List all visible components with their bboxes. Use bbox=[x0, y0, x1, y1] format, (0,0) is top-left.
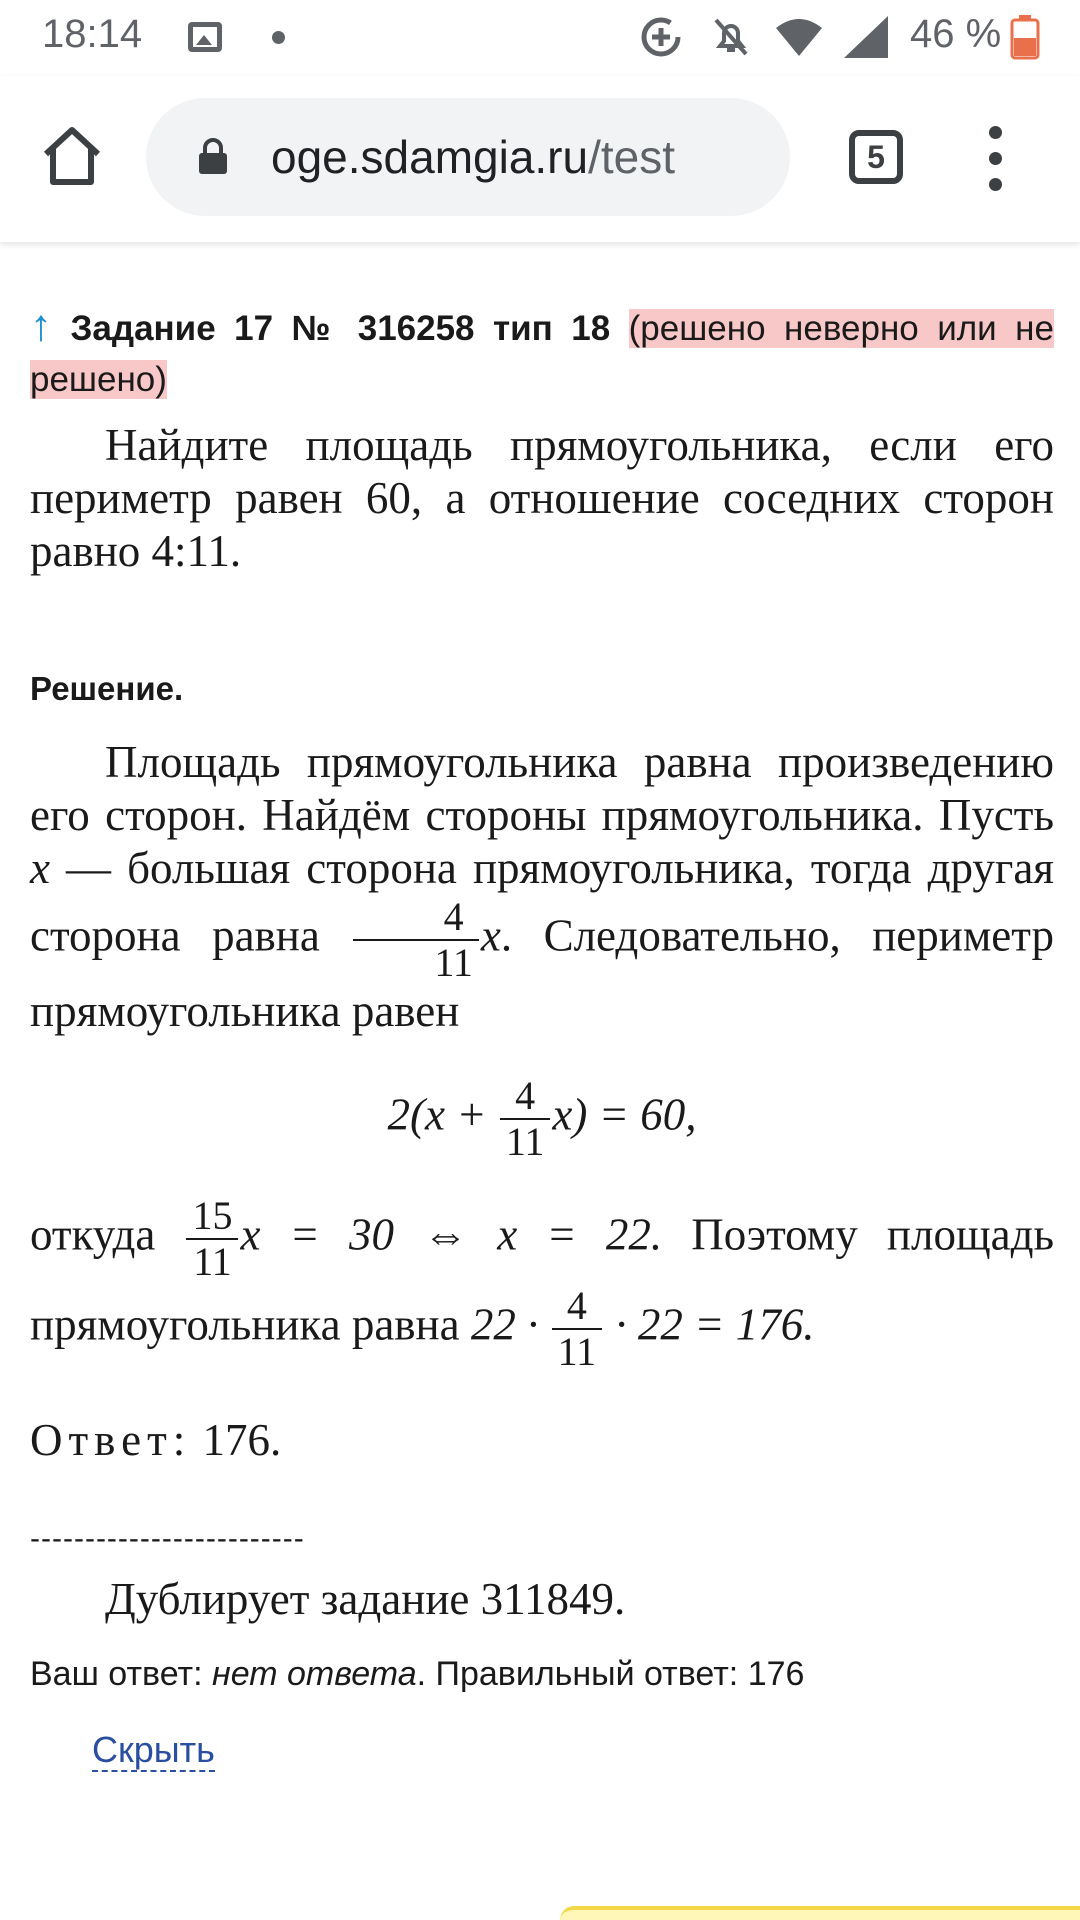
equation-fraction bbox=[500, 1074, 551, 1164]
battery-icon bbox=[1010, 14, 1040, 60]
solution-text-2: — большая сторона прямоугольника, тогда другая сторона равна bbox=[30, 843, 1054, 961]
overflow-menu-icon[interactable] bbox=[984, 126, 1008, 192]
fraction-numerator: 4 bbox=[353, 895, 479, 941]
equation-fraction-numerator: 4 bbox=[500, 1074, 551, 1120]
status-bar bbox=[0, 0, 1080, 76]
wifi-icon bbox=[774, 14, 824, 60]
task-header bbox=[30, 300, 1054, 405]
status-time: 18:14 bbox=[42, 12, 143, 56]
fraction-denominator: 11 bbox=[434, 940, 473, 985]
bottom-banner[interactable] bbox=[560, 1906, 1080, 1920]
area-fraction-numerator: 4 bbox=[552, 1284, 603, 1330]
solution-text-3: . Следовательно, периметр прямоугольника равен bbox=[30, 910, 1054, 1036]
solution-text-1: Площадь прямоугольника равна произведению его сторон. Найдём стороны прямоугольника. Пусть bbox=[30, 737, 1054, 840]
page-content bbox=[30, 300, 1054, 1772]
signal-icon bbox=[842, 14, 890, 60]
conclusion-suffix: Поэтому площадь прямоугольника равна bbox=[30, 1209, 1054, 1350]
answer-line bbox=[30, 1414, 1054, 1467]
dot-icon bbox=[272, 31, 285, 44]
area-fraction bbox=[552, 1284, 603, 1374]
image-icon bbox=[188, 22, 222, 52]
fraction-15-11-denominator: 11 bbox=[193, 1239, 232, 1284]
arrow-up-icon[interactable]: ↑ bbox=[30, 301, 52, 350]
equation-perimeter bbox=[30, 1074, 1054, 1164]
area-left: 22 · bbox=[470, 1299, 550, 1350]
conclusion-equation: x = 30 ⇔ x = 22. bbox=[240, 1209, 663, 1260]
correct-answer-value: 176 bbox=[747, 1655, 805, 1693]
battery-percent: 46 % bbox=[910, 12, 1002, 56]
task-title: Задание 17 № 316258 тип 18 bbox=[70, 309, 611, 348]
area-fraction-denominator: 11 bbox=[557, 1329, 597, 1374]
solution-title: Решение. bbox=[30, 670, 184, 707]
data-saver-icon bbox=[638, 14, 684, 60]
problem-text: Найдите площадь прямоугольника, если его периметр равен 60, а отношение соседних сторон равно 4:11. bbox=[30, 420, 1054, 576]
hide-solution-link[interactable]: Скрыть bbox=[92, 1729, 215, 1770]
solution-conclusion bbox=[30, 1194, 1054, 1374]
equation-fraction-denominator: 11 bbox=[505, 1119, 545, 1164]
fraction-15-11-numerator: 15 bbox=[186, 1194, 238, 1240]
equation-right: x) = 60, bbox=[552, 1089, 697, 1140]
duplicate-note: Дублирует задание 311849. bbox=[105, 1574, 626, 1624]
home-icon[interactable] bbox=[40, 124, 104, 188]
correct-answer-label: . Правильный ответ: bbox=[416, 1655, 748, 1693]
var-x-2: x bbox=[480, 910, 501, 961]
url-text bbox=[271, 128, 675, 186]
url-host: oge.sdamgia.ru bbox=[271, 131, 589, 183]
result-line bbox=[30, 1652, 1054, 1696]
bell-off-icon bbox=[708, 14, 754, 60]
address-bar[interactable] bbox=[146, 98, 790, 216]
equation-left: 2(x + bbox=[387, 1089, 498, 1140]
answer-label: Ответ: bbox=[30, 1415, 192, 1465]
browser-toolbar bbox=[0, 76, 1080, 242]
fraction bbox=[353, 895, 479, 985]
answer-value: 176. bbox=[191, 1415, 282, 1465]
your-answer-value: нет ответа bbox=[211, 1655, 417, 1693]
area-right: · 22 = 176. bbox=[604, 1299, 815, 1350]
lock-icon bbox=[198, 138, 228, 174]
fraction-15-11 bbox=[186, 1194, 238, 1284]
tab-switcher-button[interactable]: 5 bbox=[849, 130, 903, 184]
status-badge: (решено неверно или не решено) bbox=[30, 309, 1054, 399]
your-answer-label: Ваш ответ: bbox=[30, 1655, 212, 1693]
separator: ------------------------- bbox=[30, 1522, 305, 1555]
var-x: x bbox=[30, 843, 50, 893]
conclusion-prefix: откуда bbox=[30, 1209, 185, 1260]
url-path: /test bbox=[588, 131, 676, 183]
solution-text bbox=[30, 736, 1054, 1038]
